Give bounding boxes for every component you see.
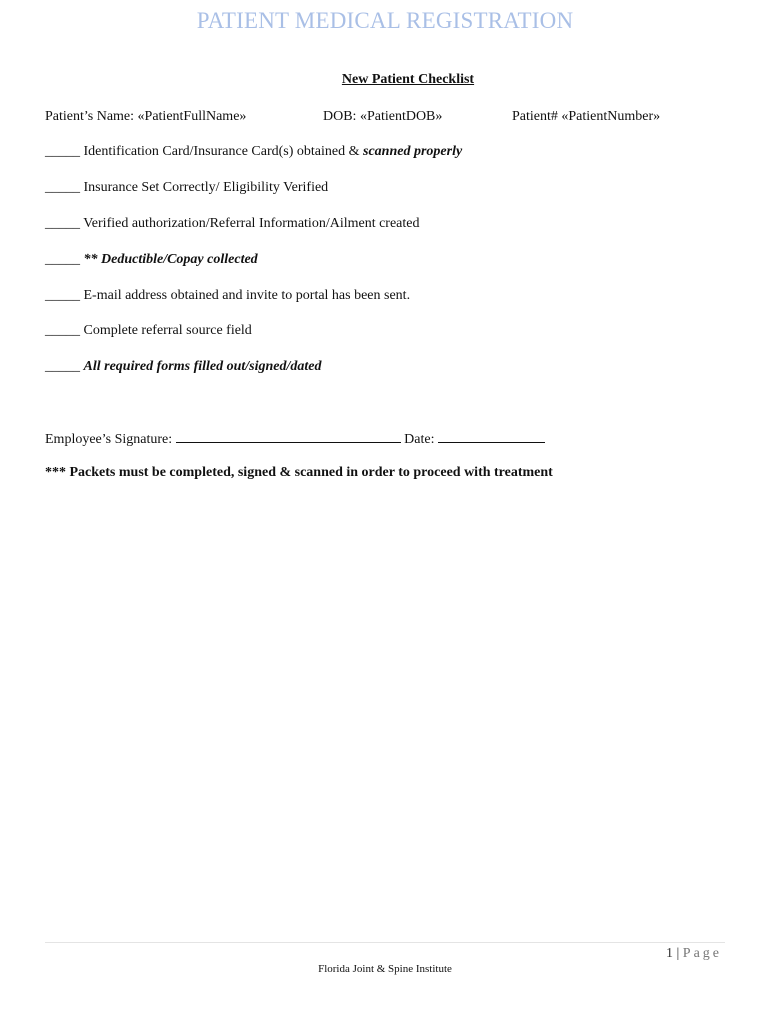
page-number (666, 946, 722, 962)
date-label: Date: (404, 432, 435, 447)
signature-row (45, 429, 545, 448)
page-label: Page (682, 946, 722, 961)
patient-number-field: Patient# «PatientNumber» (512, 109, 661, 124)
checklist-item-emphasis: ** Deductible/Copay collected (83, 252, 258, 267)
checklist-item (45, 288, 410, 304)
checkbox-blank[interactable]: _____ (45, 288, 80, 303)
page-number-value: 1 (665, 946, 673, 961)
checklist-item (45, 359, 322, 375)
employee-signature-field[interactable] (176, 429, 401, 443)
footer-divider (45, 942, 725, 943)
checkbox-blank[interactable]: _____ (45, 180, 80, 195)
checklist-item (45, 144, 462, 160)
checklist-item-text: Insurance Set Correctly/ Eligibility Verified (83, 180, 329, 195)
checklist-item-emphasis: All required forms filled out/signed/dated (83, 359, 322, 374)
employee-signature-label: Employee’s Signature: (45, 432, 173, 447)
checklist-heading: New Patient Checklist (341, 72, 475, 87)
patient-dob-field: DOB: «PatientDOB» (323, 109, 443, 124)
checklist-item (45, 252, 258, 268)
checkbox-blank[interactable]: _____ (45, 323, 80, 338)
checklist-item-text: Verified authorization/Referral Information/Ailment created (83, 216, 420, 231)
date-field[interactable] (438, 429, 545, 443)
checkbox-blank[interactable]: _____ (45, 144, 80, 159)
document-title: PATIENT MEDICAL REGISTRATION (196, 8, 574, 33)
checkbox-blank[interactable]: _____ (45, 216, 80, 231)
patient-name-field: Patient’s Name: «PatientFullName» (45, 109, 247, 124)
checklist-item-text: E-mail address obtained and invite to portal has been sent. (83, 288, 411, 303)
checklist-item-text: Identification Card/Insurance Card(s) obtained & (83, 144, 364, 159)
page-number-separator: | (676, 946, 680, 961)
checklist-item-text: Complete referral source field (83, 323, 252, 338)
checklist-item (45, 180, 328, 196)
treatment-notice: *** Packets must be completed, signed & scanned in order to proceed with treatment (45, 465, 553, 480)
checklist-item-emphasis: scanned properly (363, 144, 463, 159)
checkbox-blank[interactable]: _____ (45, 359, 80, 374)
checklist-item (45, 323, 252, 339)
checkbox-blank[interactable]: _____ (45, 252, 80, 267)
footer-organization: Florida Joint & Spine Institute (318, 963, 452, 975)
checklist-item (45, 216, 420, 232)
